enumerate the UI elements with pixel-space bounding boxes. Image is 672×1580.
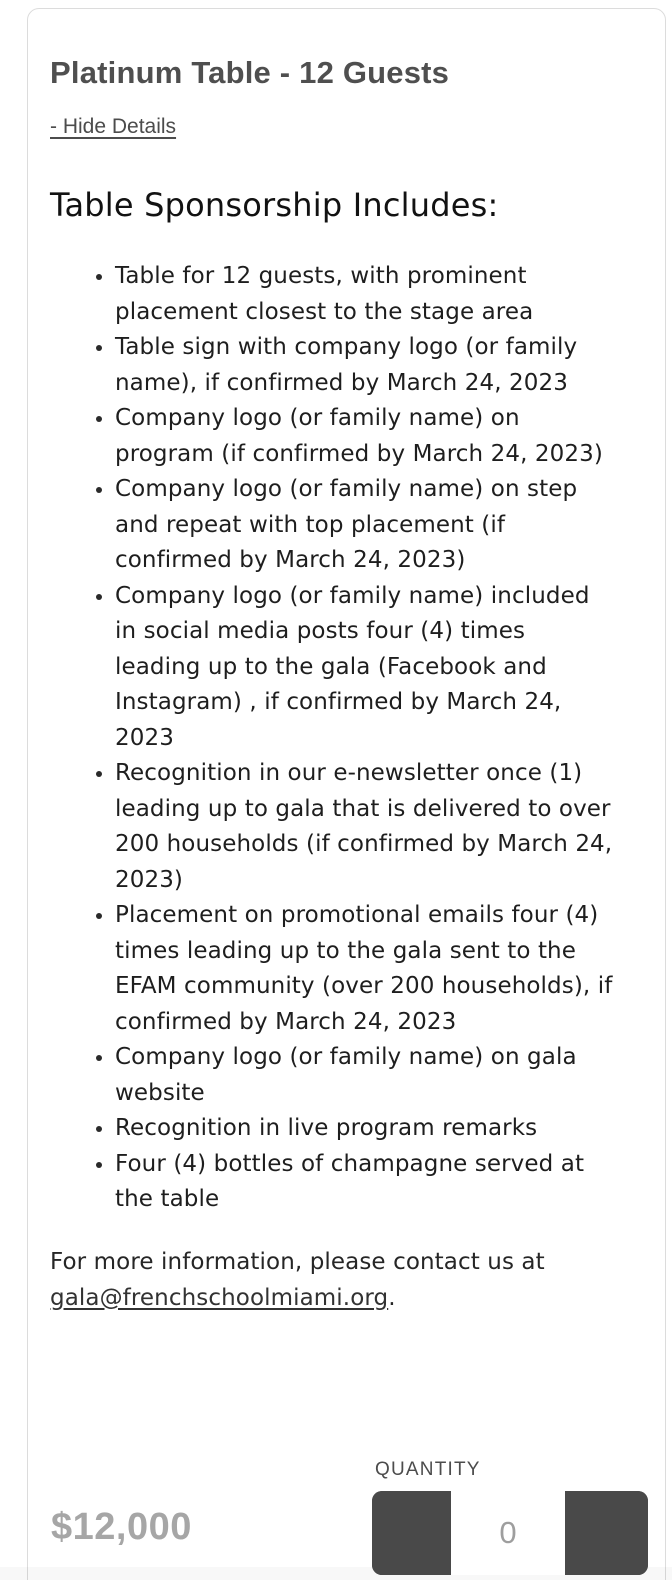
contact-text: For more information, please contact us at [50,1248,545,1275]
ticket-footer [51,1459,648,1575]
email-link[interactable]: gala@frenchschoolmiami.org [50,1284,389,1311]
benefit-item: Company logo (or family name) included in social media posts four (4) times leading up to the gala (Facebook and Instagram) , if confirmed by March 24, 2023 [95,579,615,757]
decrease-quantity-button[interactable] [372,1491,451,1575]
hide-details-link[interactable]: - Hide Details [50,115,177,138]
quantity-stepper [372,1491,648,1575]
benefit-item: Company logo (or family name) on step and repeat with top placement (if confirmed by March 24, 2023) [95,472,615,579]
quantity-block [372,1459,648,1575]
ticket-title: Platinum Table - 12 Guests [50,55,450,90]
quantity-label: QUANTITY [375,1459,481,1480]
benefit-item: Company logo (or family name) on program (if confirmed by March 24, 2023) [95,401,615,472]
section-heading: Table Sponsorship Includes: [50,186,499,224]
price-label: $12,000 [51,1506,192,1548]
benefit-item: Placement on promotional emails four (4) times leading up to the gala sent to the EFAM community (over 200 households), if confirmed by March 24, 2023 [95,898,615,1040]
contact-note [50,1244,558,1316]
contact-text-suffix: . [388,1284,396,1311]
increase-quantity-button[interactable] [565,1491,648,1575]
benefit-item: Company logo (or family name) on gala website [95,1040,615,1111]
benefit-item: Recognition in live program remarks [95,1111,615,1147]
benefit-item: Four (4) bottles of champagne served at the table [95,1147,615,1218]
benefit-item: Table for 12 guests, with prominent placement closest to the stage area [95,259,615,330]
ticket-card [27,8,666,1580]
benefit-item: Table sign with company logo (or family name), if confirmed by March 24, 2023 [95,330,615,401]
benefit-item: Recognition in our e-newsletter once (1) leading up to gala that is delivered to over 200 households (if confirmed by March 24, 2023) [95,756,615,898]
benefits-list [50,259,645,1218]
quantity-input[interactable] [451,1491,565,1575]
